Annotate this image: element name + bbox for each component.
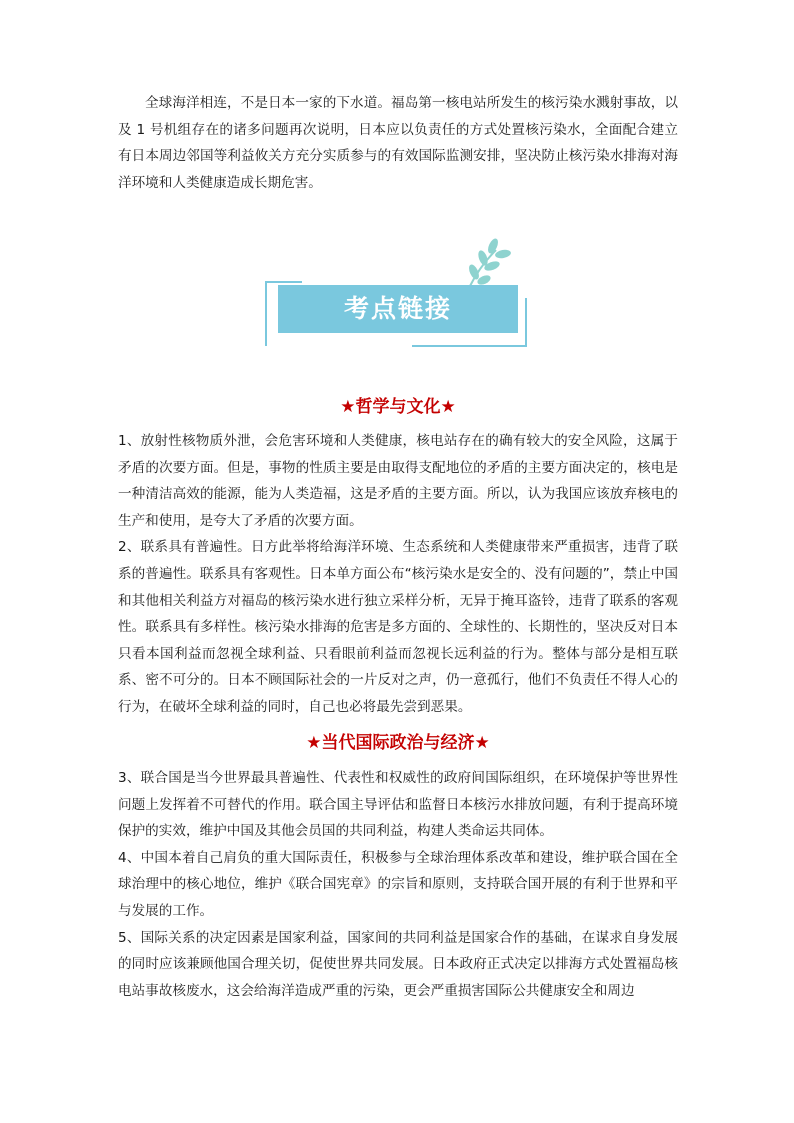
leaf-decoration-icon [467, 238, 512, 287]
intro-paragraph: 全球海洋相连，不是日本一家的下水道。福岛第一核电站所发生的核污染水溅射事故，以及 1 号机组存在的诸多问题再次说明，日本应以负责任的方式处置核污染水，全面配合建立有日本周边邻国等利益攸关方充分实质参与的有效国际监测安排，坚决防止核污染水排海对海洋环境和人类健康造成长期危害。 [118, 95, 678, 191]
list-item: 4、中国本着自己肩负的重大国际责任，积极参与全球治理体系改革和建设，维护联合国在全球治理中的核心地位，维护《联合国宪章》的宗旨和原则，支持联合国开展的有利于世界和平与发展的工作。 [118, 849, 678, 919]
section-body-politics [118, 765, 678, 1004]
list-item: 3、联合国是当今世界最具普遍性、代表性和权威性的政府间国际组织，在环境保护等世界性问题上发挥着不可替代的作用。联合国主导评估和监督日本核污水排放问题，有利于提高环境保护的实效，维护中国及其他会员国的共同利益，构建人类命运共同体。 [118, 770, 678, 840]
list-item: 5、国际关系的决定因素是国家利益，国家间的共同利益是国家合作的基础，在谋求自身发展的同时应该兼顾他国合理关切，促使世界共同发展。日本政府正式决定以排海方式处置福岛核电站事故核废水，这会给海洋造成严重的污染，更会严重损害国际公共健康安全和周边 [118, 929, 678, 999]
banner-title: 考点链接 [343, 294, 452, 323]
section-body-philosophy [118, 428, 678, 721]
section-heading-philosophy: ★哲学与文化★ [340, 397, 456, 417]
list-item: 2、联系具有普遍性。日方此举将给海洋环境、生态系统和人类健康带来严重损害，违背了联系的普遍性。联系具有客观性。日本单方面公布“核污染水是安全的、没有问题的”，禁止中国和其他相关利益方对福岛的核污染水进行独立采样分析，无异于掩耳盗铃，违背了联系的客观性。联系具有多样性。核污染水排海的危害是多方面的、全球性的、长期性的，坚决反对日本只看本国利益而忽视全球利益、只看眼前利益而忽视长远利益的行为。整体与部分是相互联系、密不可分的。日本不顾国际社会的一片反对之声，仍一意孤行，他们不负责任不得人心的行为，在破坏全球利益的同时，自己也必将最先尝到恶果。 [118, 539, 678, 715]
list-item: 1、放射性核物质外泄，会危害环境和人类健康，核电站存在的确有较大的安全风险，这属于矛盾的次要方面。但是，事物的性质主要是由取得支配地位的矛盾的主要方面决定的，核电是一种清洁高效的能源，能为人类造福，这是矛盾的主要方面。所以，认为我国应该放弃核电的生产和使用，是夸大了矛盾的次要方面。 [118, 433, 678, 529]
section-banner [262, 238, 530, 348]
section-heading-politics: ★当代国际政治与经济★ [306, 733, 490, 753]
